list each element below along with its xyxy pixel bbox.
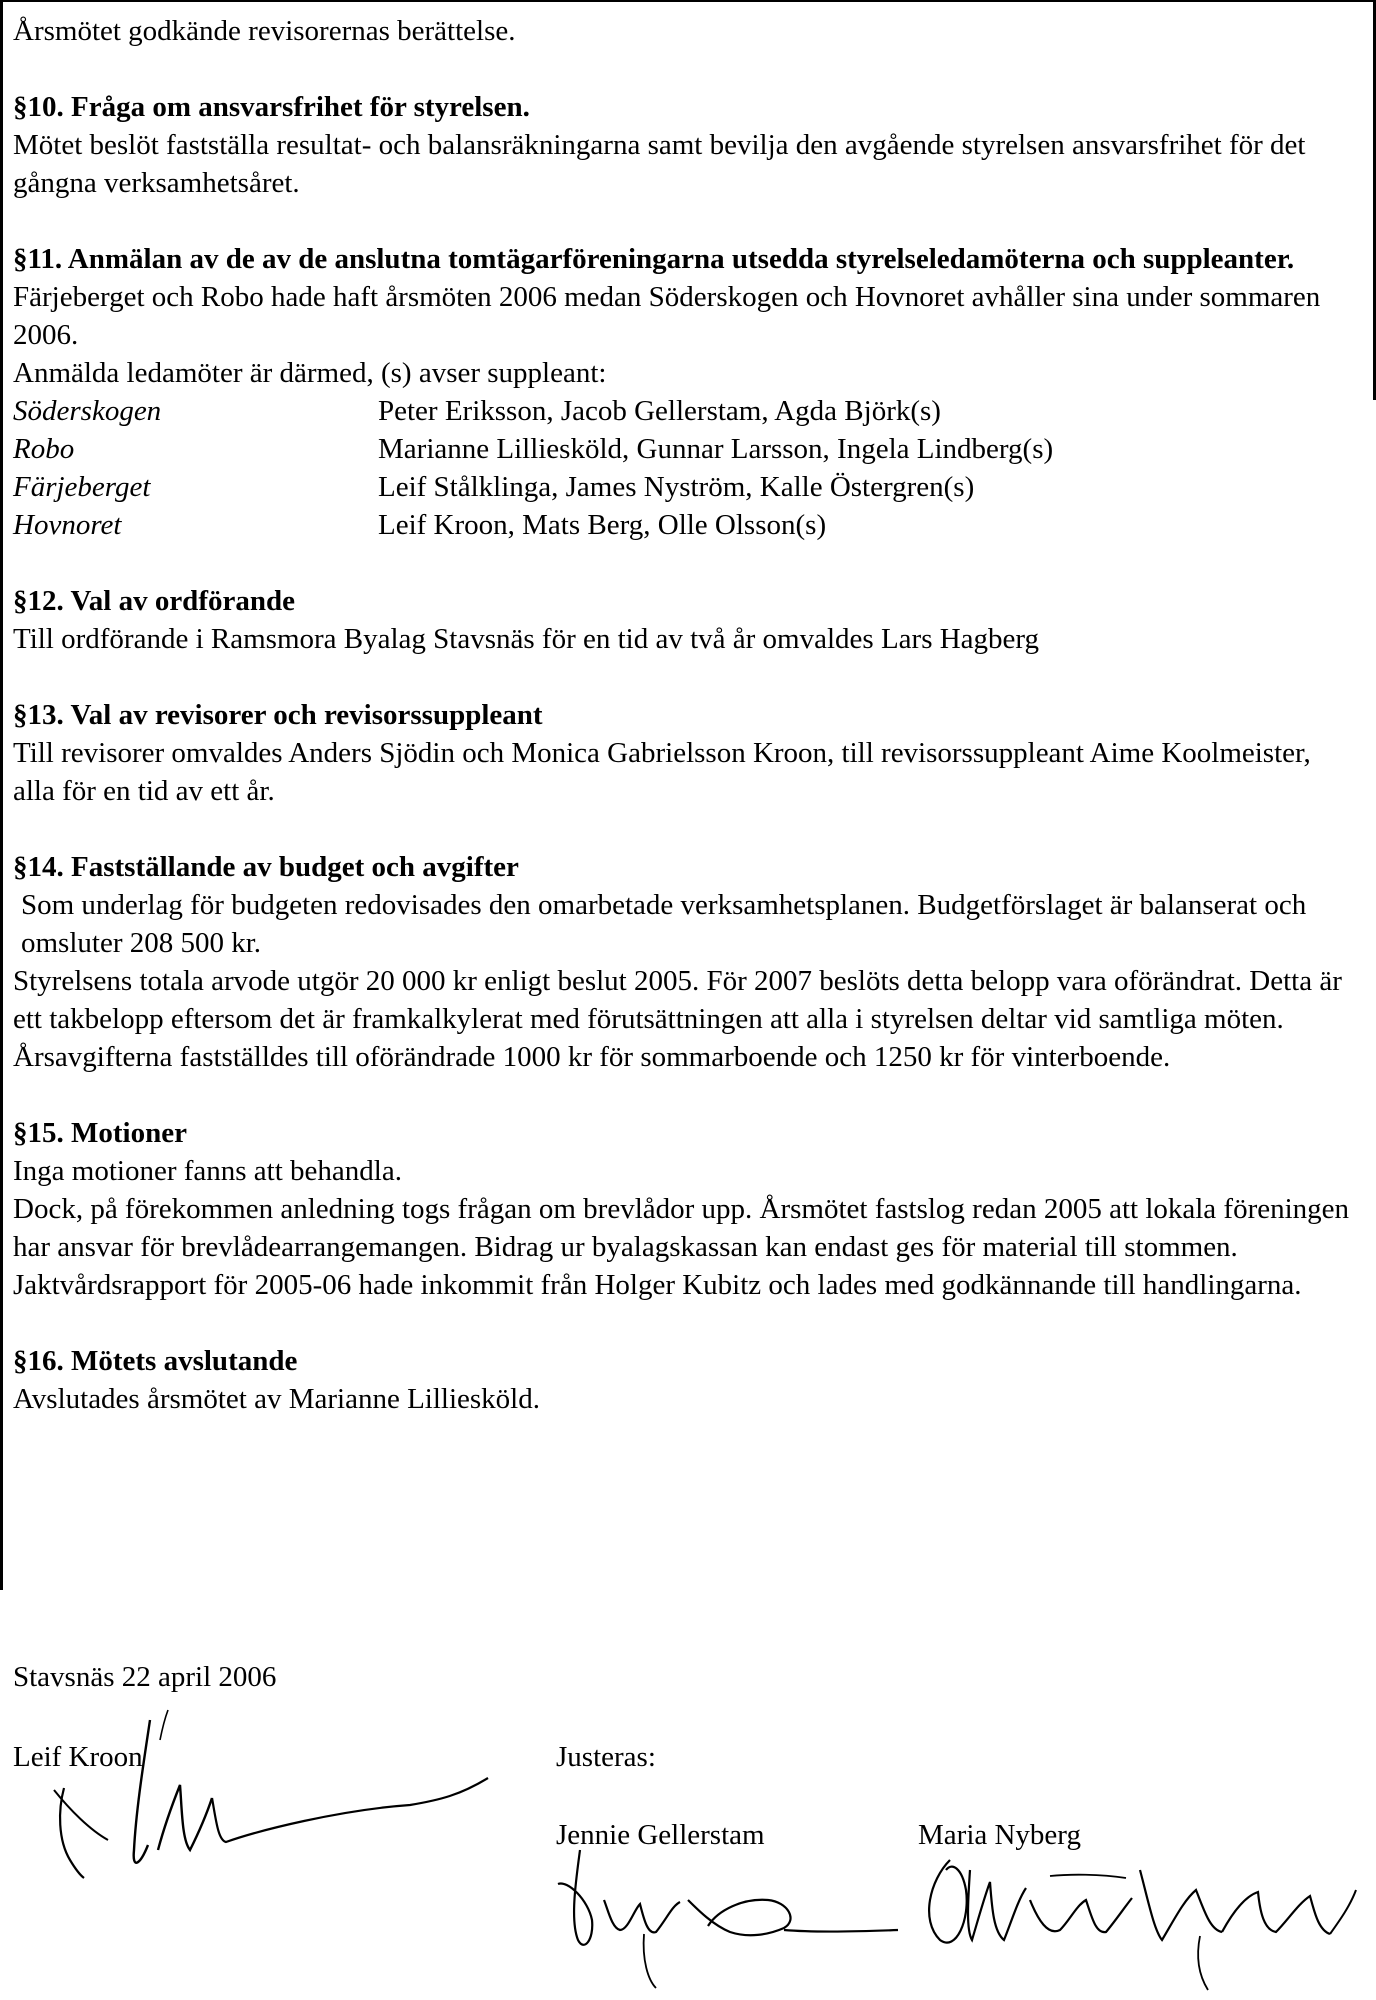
page-left-border <box>0 0 3 1590</box>
section-paragraph: Avslutades årsmötet av Marianne Lilliesköld. <box>13 1383 540 1415</box>
section-heading: §11. Anmälan av de av de anslutna tomtägarföreningarna utsedda styrelseledamöterna och suppleanter. <box>13 243 1295 275</box>
association-members: Leif Stålklinga, James Nyström, Kalle Östergren(s) <box>378 471 975 503</box>
section-paragraph: Som underlag för budgeten redovisades den omarbetade verksamhetsplanen. Budgetförslaget är balanserat och omsluter 208 500 kr. <box>21 889 1307 959</box>
association-name: Robo <box>13 433 75 465</box>
page-top-border <box>0 0 1376 2</box>
document-body <box>13 12 1358 1418</box>
adjuster-name: Jennie Gellerstam <box>556 1819 765 1851</box>
signer-name: Leif Kroon <box>13 1741 143 1773</box>
section-paragraph: Dock, på förekommen anledning togs frågan om brevlådor upp. Årsmötet fastslog redan 2005 att lokala föreningen har ansvar för brevlådearrangemangen. Bidrag ur byalagskassan kan endast ges för material till stommen. <box>13 1193 1350 1263</box>
association-members: Leif Kroon, Mats Berg, Olle Olsson(s) <box>378 509 827 541</box>
section-15 <box>13 1114 1358 1304</box>
intro-paragraph: Årsmötet godkände revisorernas berättelse. <box>13 15 516 47</box>
representatives-list <box>13 392 1358 544</box>
adjust-label: Justeras: <box>556 1741 656 1773</box>
section-paragraph: Färjeberget och Robo hade haft årsmöten 2006 medan Söderskogen och Hovnoret avhåller sina under sommaren 2006. <box>13 281 1321 351</box>
section-paragraph: Styrelsens totala arvode utgör 20 000 kr enligt beslut 2005. För 2007 beslöts detta belopp vara oförändrat. Detta är ett takbelopp eftersom det är framkalkylerat med förutsättningen att alla i styrelsen deltar vid samtliga möten. <box>13 965 1342 1035</box>
section-heading: §12. Val av ordförande <box>13 585 295 617</box>
section-paragraph: Årsavgifterna fastställdes till oförändrade 1000 kr för sommarboende och 1250 kr för vinterboende. <box>13 1041 1171 1073</box>
signature-leif-kroon <box>40 1700 510 1890</box>
section-heading: §13. Val av revisorer och revisorssuppleant <box>13 699 543 731</box>
section-14 <box>13 848 1358 1076</box>
section-paragraph: Mötet beslöt fastställa resultat- och balansräkningarna samt bevilja den avgående styrelsen ansvarsfrihet för det gångna verksamhetsåret. <box>13 129 1306 199</box>
place-and-date: Stavsnäs 22 april 2006 <box>13 1661 277 1693</box>
section-heading: §16. Mötets avslutande <box>13 1345 298 1377</box>
signature-jennie-gellerstam <box>548 1840 908 2000</box>
section-12 <box>13 582 1358 658</box>
section-16 <box>13 1342 1358 1418</box>
association-name: Färjeberget <box>13 471 151 503</box>
section-11 <box>13 240 1358 544</box>
section-10 <box>13 88 1358 202</box>
section-paragraph: Inga motioner fanns att behandla. <box>13 1155 402 1187</box>
section-heading: §14. Fastställande av budget och avgifter <box>13 851 519 883</box>
association-name: Söderskogen <box>13 395 162 427</box>
signature-maria-nyberg <box>900 1840 1360 2000</box>
association-members: Peter Eriksson, Jacob Gellerstam, Agda Björk(s) <box>378 395 941 427</box>
section-paragraph: Jaktvårdsrapport för 2005-06 hade inkommit från Holger Kubitz och lades med godkännande till handlingarna. <box>13 1269 1302 1301</box>
section-paragraph: Till ordförande i Ramsmora Byalag Stavsnäs för en tid av två år omvaldes Lars Hagberg <box>13 623 1040 655</box>
section-heading: §10. Fråga om ansvarsfrihet för styrelsen. <box>13 91 530 123</box>
section-heading: §15. Motioner <box>13 1117 187 1149</box>
adjuster-name: Maria Nyberg <box>918 1819 1081 1851</box>
association-members: Marianne Lilliesköld, Gunnar Larsson, Ingela Lindberg(s) <box>378 433 1054 465</box>
association-name: Hovnoret <box>13 509 122 541</box>
section-paragraph: Anmälda ledamöter är därmed, (s) avser suppleant: <box>13 357 607 389</box>
section-paragraph: Till revisorer omvaldes Anders Sjödin och Monica Gabrielsson Kroon, till revisorssuppleant Aime Koolmeister, alla för en tid av ett år. <box>13 737 1311 807</box>
section-13 <box>13 696 1358 810</box>
